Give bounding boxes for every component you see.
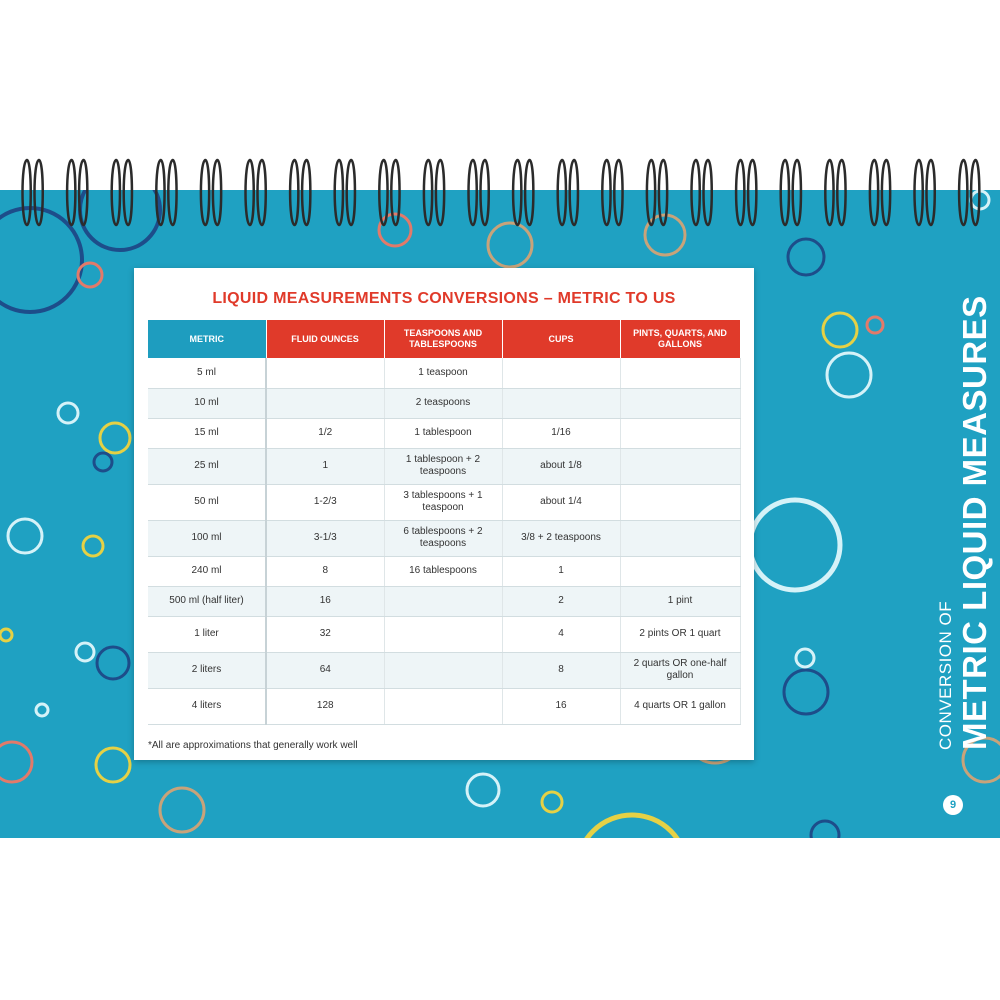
table-cell: 1 liter <box>148 616 266 652</box>
spiral-ring <box>927 160 935 225</box>
spiral-ring <box>692 160 700 225</box>
side-title-big: METRIC LIQUID MEASURES <box>956 295 993 750</box>
table-cell: 15 ml <box>148 418 266 448</box>
spiral-ring <box>793 160 801 225</box>
table-cell <box>620 418 740 448</box>
spiral-ring <box>424 160 432 225</box>
table-cell: 10 ml <box>148 388 266 418</box>
table-cell: about 1/4 <box>502 484 620 520</box>
spiral-ring <box>79 160 87 225</box>
spiral-ring <box>347 160 355 225</box>
table-row <box>148 358 740 388</box>
table-cell: 1 tablespoon <box>384 418 502 448</box>
table-cell: 1/2 <box>266 418 384 448</box>
table-cell: 128 <box>266 688 384 724</box>
side-title <box>936 280 1000 750</box>
table-header-row <box>148 320 740 358</box>
spiral-ring <box>602 160 610 225</box>
spiral-ring <box>513 160 521 225</box>
table-cell: 2 quarts OR one-half gallon <box>620 652 740 688</box>
table-row <box>148 652 740 688</box>
conversion-table <box>148 320 741 725</box>
table-cell <box>384 688 502 724</box>
table-row <box>148 688 740 724</box>
table-cell: 8 <box>266 556 384 586</box>
table-cell: 8 <box>502 652 620 688</box>
table-row <box>148 418 740 448</box>
table-cell: 1 pint <box>620 586 740 616</box>
table-cell <box>384 586 502 616</box>
table-cell <box>502 358 620 388</box>
spiral-ring <box>659 160 667 225</box>
spiral-ring <box>781 160 789 225</box>
spiral-ring <box>704 160 712 225</box>
conversion-card <box>134 268 754 760</box>
footnote: *All are approximations that generally work well <box>148 740 358 751</box>
table-cell: 1 tablespoon + 2 teaspoons <box>384 448 502 484</box>
spiral-ring <box>391 160 399 225</box>
table-cell: 5 ml <box>148 358 266 388</box>
table-cell: 4 <box>502 616 620 652</box>
table-cell: 3 tablespoons + 1 teaspoon <box>384 484 502 520</box>
header-fluid-ounces: FLUID OUNCES <box>266 320 384 358</box>
spiral-ring <box>290 160 298 225</box>
table-cell <box>266 388 384 418</box>
spiral-ring <box>736 160 744 225</box>
table-cell: about 1/8 <box>502 448 620 484</box>
table-cell: 500 ml (half liter) <box>148 586 266 616</box>
card-title: LIQUID MEASUREMENTS CONVERSIONS – METRIC TO US <box>212 290 676 307</box>
table-cell <box>266 358 384 388</box>
table-row <box>148 484 740 520</box>
spiral-ring <box>882 160 890 225</box>
table-cell <box>620 448 740 484</box>
spiral-ring <box>481 160 489 225</box>
spiral-ring <box>436 160 444 225</box>
table-row <box>148 388 740 418</box>
spiral-ring <box>971 160 979 225</box>
header-pints-quarts-gallons: PINTS, QUARTS, AND GALLONS <box>620 320 740 358</box>
table-cell: 1 <box>502 556 620 586</box>
spiral-ring <box>825 160 833 225</box>
table-cell: 16 <box>266 586 384 616</box>
table-cell: 3/8 + 2 teaspoons <box>502 520 620 556</box>
header-cups: CUPS <box>502 320 620 358</box>
spiral-ring <box>335 160 343 225</box>
table-row <box>148 520 740 556</box>
spiral-ring <box>870 160 878 225</box>
table-cell: 1 teaspoon <box>384 358 502 388</box>
table-cell: 25 ml <box>148 448 266 484</box>
spiral-ring <box>112 160 120 225</box>
spiral-ring <box>558 160 566 225</box>
table-cell: 4 quarts OR 1 gallon <box>620 688 740 724</box>
spiral-ring <box>302 160 310 225</box>
table-cell: 64 <box>266 652 384 688</box>
table-row <box>148 586 740 616</box>
spiral-ring <box>246 160 254 225</box>
spiral-ring <box>748 160 756 225</box>
table-cell: 50 ml <box>148 484 266 520</box>
table-cell <box>620 388 740 418</box>
spiral-ring <box>35 160 43 225</box>
spiral-ring <box>258 160 266 225</box>
spiral-ring <box>67 160 75 225</box>
table-cell <box>384 616 502 652</box>
table-cell <box>502 388 620 418</box>
spiral-ring <box>379 160 387 225</box>
table-cell: 6 tablespoons + 2 teaspoons <box>384 520 502 556</box>
spiral-ring <box>124 160 132 225</box>
table-cell <box>620 358 740 388</box>
table-cell: 16 tablespoons <box>384 556 502 586</box>
header-teaspoons-tablespoons: TEASPOONS AND TABLESPOONS <box>384 320 502 358</box>
table-cell: 2 pints OR 1 quart <box>620 616 740 652</box>
table-row <box>148 616 740 652</box>
table-cell: 4 liters <box>148 688 266 724</box>
table-cell <box>384 652 502 688</box>
table-cell: 100 ml <box>148 520 266 556</box>
table-cell: 1-2/3 <box>266 484 384 520</box>
spiral-ring <box>614 160 622 225</box>
table-cell: 2 liters <box>148 652 266 688</box>
table-cell <box>620 556 740 586</box>
spiral-ring <box>156 160 164 225</box>
spiral-ring <box>570 160 578 225</box>
spiral-ring <box>837 160 845 225</box>
table-cell: 240 ml <box>148 556 266 586</box>
table-cell: 32 <box>266 616 384 652</box>
spiral-ring <box>168 160 176 225</box>
table-cell: 1 <box>266 448 384 484</box>
spiral-binding <box>0 150 1000 240</box>
table-cell <box>620 484 740 520</box>
table-cell: 16 <box>502 688 620 724</box>
spiral-ring <box>647 160 655 225</box>
table-cell: 2 teaspoons <box>384 388 502 418</box>
spiral-ring <box>525 160 533 225</box>
header-metric: METRIC <box>148 320 266 358</box>
spiral-ring <box>469 160 477 225</box>
table-row <box>148 556 740 586</box>
spiral-ring <box>915 160 923 225</box>
spiral-ring <box>201 160 209 225</box>
table-cell: 3-1/3 <box>266 520 384 556</box>
table-cell <box>620 520 740 556</box>
table-cell: 2 <box>502 586 620 616</box>
page-number: 9 <box>943 795 963 815</box>
side-title-small: CONVERSION OF <box>936 600 955 750</box>
spiral-ring <box>213 160 221 225</box>
spiral-ring <box>23 160 31 225</box>
spiral-ring <box>959 160 967 225</box>
table-row <box>148 448 740 484</box>
table-cell: 1/16 <box>502 418 620 448</box>
